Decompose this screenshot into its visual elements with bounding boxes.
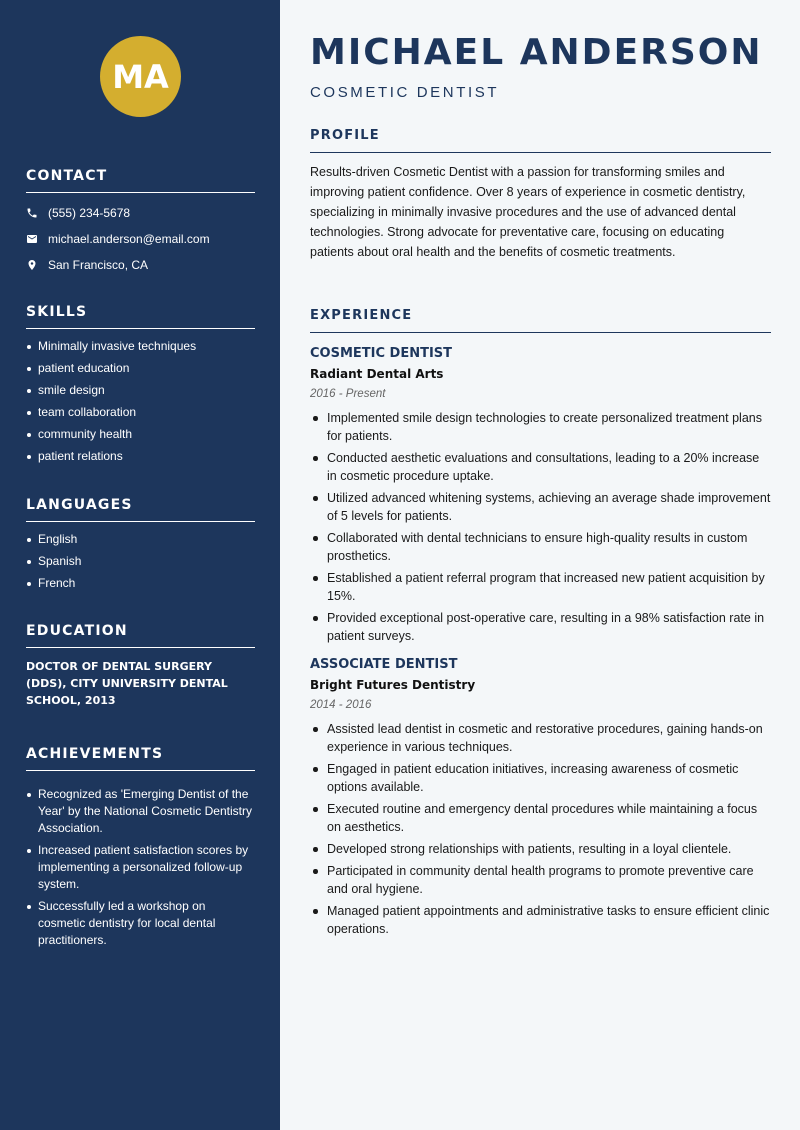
experience-heading: EXPERIENCE bbox=[310, 308, 771, 333]
profile-text: Results-driven Cosmetic Dentist with a passion for transforming smiles and improving patient confidence. Over 8 years of experience in cosmetic dentistry, specializing in minimally invasive procedures and the use of advanced dental technologies. Strong advocate for preventative care, focusing on educating patients about oral health and the benefits of cosmetic treatments. bbox=[310, 165, 746, 259]
achievements-heading: ACHIEVEMENTS bbox=[26, 746, 255, 771]
contact-heading: CONTACT bbox=[26, 168, 255, 193]
profile-section bbox=[310, 128, 771, 262]
contact-email-text: michael.anderson@email.com bbox=[48, 232, 210, 246]
achievements-list bbox=[26, 786, 255, 949]
languages-section bbox=[26, 497, 255, 597]
list-item: Successfully led a workshop on cosmetic dentistry for local dental practitioners. bbox=[26, 898, 255, 949]
skills-list bbox=[26, 338, 255, 465]
languages-list bbox=[26, 531, 255, 592]
list-item: Recognized as 'Emerging Dentist of the Year' by the National Cosmetic Dentistry Association. bbox=[26, 786, 255, 837]
list-item: team collaboration bbox=[26, 404, 255, 421]
avatar: MA bbox=[100, 36, 181, 117]
education-heading: EDUCATION bbox=[26, 623, 255, 648]
job-title: COSMETIC DENTIST bbox=[310, 346, 453, 361]
candidate-name: MICHAEL ANDERSON bbox=[310, 32, 763, 73]
list-item: Developed strong relationships with patients, resulting in a loyal clientele. bbox=[310, 840, 771, 858]
job-bullets bbox=[310, 720, 771, 938]
company-name: Radiant Dental Arts bbox=[310, 367, 444, 381]
sidebar bbox=[0, 0, 280, 1130]
job-title-header: COSMETIC DENTIST bbox=[310, 84, 500, 101]
profile-heading: PROFILE bbox=[310, 128, 771, 153]
contact-location-text: San Francisco, CA bbox=[48, 258, 149, 272]
languages-heading: LANGUAGES bbox=[26, 497, 255, 522]
contact-phone-text: (555) 234-5678 bbox=[48, 206, 131, 220]
company-name: Bright Futures Dentistry bbox=[310, 678, 476, 692]
list-item: Minimally invasive techniques bbox=[26, 338, 255, 355]
phone-icon bbox=[26, 207, 48, 219]
contact-email[interactable] bbox=[26, 226, 255, 252]
list-item: Provided exceptional post-operative care, resulting in a 98% satisfaction rate in patient surveys. bbox=[310, 609, 771, 645]
list-item: French bbox=[26, 575, 255, 592]
list-item: Conducted aesthetic evaluations and consultations, leading to a 20% increase in cosmetic procedure uptake. bbox=[310, 449, 771, 485]
list-item: Managed patient appointments and administrative tasks to ensure efficient clinic operations. bbox=[310, 902, 771, 938]
list-item: English bbox=[26, 531, 255, 548]
experience-section bbox=[310, 308, 771, 942]
job-bullets bbox=[310, 409, 771, 645]
education-section bbox=[26, 623, 255, 709]
job-entry bbox=[310, 657, 771, 938]
list-item: Spanish bbox=[26, 553, 255, 570]
list-item: Utilized advanced whitening systems, achieving an average shade improvement of 5 levels for patients. bbox=[310, 489, 771, 525]
list-item: community health bbox=[26, 426, 255, 443]
job-dates: 2016 - Present bbox=[310, 388, 386, 400]
education-text: DOCTOR OF DENTAL SURGERY (DDS), CITY UNIVERSITY DENTAL SCHOOL, 2013 bbox=[26, 660, 228, 707]
list-item: patient education bbox=[26, 360, 255, 377]
list-item: Increased patient satisfaction scores by implementing a personalized follow-up system. bbox=[26, 842, 255, 893]
contact-location bbox=[26, 252, 255, 278]
list-item: Implemented smile design technologies to create personalized treatment plans for patients. bbox=[310, 409, 771, 445]
contact-section bbox=[26, 168, 255, 278]
list-item: Established a patient referral program that increased new patient acquisition by 15%. bbox=[310, 569, 771, 605]
job-title: ASSOCIATE DENTIST bbox=[310, 657, 458, 672]
location-icon bbox=[26, 259, 48, 271]
list-item: Participated in community dental health programs to promote preventive care and oral hygiene. bbox=[310, 862, 771, 898]
list-item: patient relations bbox=[26, 448, 255, 465]
achievements-section bbox=[26, 746, 255, 954]
skills-heading: SKILLS bbox=[26, 304, 255, 329]
list-item: smile design bbox=[26, 382, 255, 399]
list-item: Collaborated with dental technicians to ensure high-quality results in custom prosthetics. bbox=[310, 529, 771, 565]
job-dates: 2014 - 2016 bbox=[310, 699, 372, 711]
job-entry bbox=[310, 346, 771, 645]
list-item: Engaged in patient education initiatives, increasing awareness of cosmetic options available. bbox=[310, 760, 771, 796]
email-icon bbox=[26, 233, 48, 245]
contact-phone[interactable] bbox=[26, 200, 255, 226]
list-item: Executed routine and emergency dental procedures while maintaining a focus on aesthetics. bbox=[310, 800, 771, 836]
list-item: Assisted lead dentist in cosmetic and restorative procedures, gaining hands-on experience in various techniques. bbox=[310, 720, 771, 756]
skills-section bbox=[26, 304, 255, 470]
